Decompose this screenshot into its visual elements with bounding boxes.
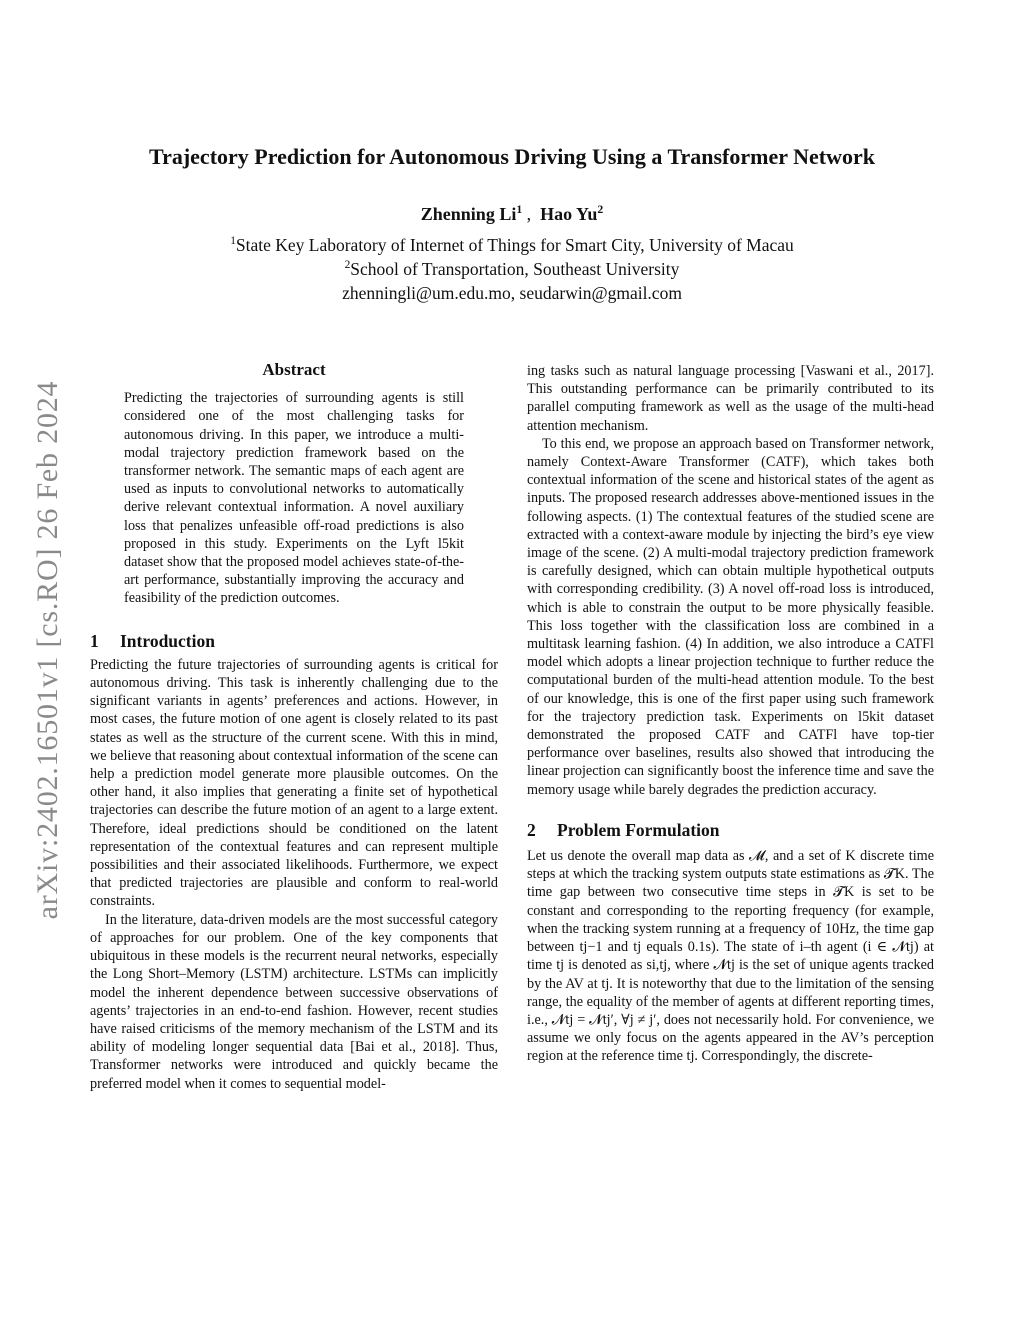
affiliation xyxy=(0,235,1024,256)
affil-mark: 1 xyxy=(230,235,236,248)
intro-paragraph-3: ing tasks such as natural language processing [Vaswani et al., 2017]. This outstanding performance can be primarily contributed to its parallel computing framework as well as the usage of the multi-head attention mechanism. xyxy=(527,363,934,434)
affil-mark: 2 xyxy=(344,259,351,272)
paper-title: Trajectory Prediction for Autonomous Driving Using a Transformer Network xyxy=(149,144,875,169)
intro-paragraph-4: To this end, we propose an approach based on Transformer network, namely Context-Aware Transformer (CATF), which takes both contextual information of the scene and historical states of the agent as inputs. The proposed research addresses above-mentioned issues in the following aspects. (1) The contextual features of the studied scene are extracted with a context-aware module by injecting the bird’s eye view image of the scene. (2) A multi-modal trajectory prediction framework is carefully designed, which can obtain multiple hypothetical outputs with corresponding credibility. (3) A novel off-road loss is introduced, which is able to constrain the output to be more physically feasible. This loss together with the classification loss are combined in a multitask learning fashion. (4) In addition, we also introduce a CATFl model which adopts a linear projection technique to further reduce the computational burden of the multi-head attention module. To the best of our knowledge, this is one of the first paper using such framework for the trajectory prediction task. Experiments on l5kit dataset demonstrated the proposed CATF and CATFl have top-tier performance over baselines, results also showed that introducing the linear projection can significantly boost the inference time and save the memory usage while barely degrades the prediction accuracy. xyxy=(527,435,934,798)
affiliation xyxy=(0,259,1024,280)
section-title: Problem Formulation xyxy=(557,819,720,840)
arxiv-id: arXiv:2402.16501v1 [cs.RO] 26 Feb 2024 xyxy=(31,380,64,920)
problem-paragraph-1: Let us denote the overall map data as 𝓜, and a set of K discrete time steps at which the tracking system outputs state estimations as 𝓣K. The time gap between two consecutive time steps in 𝓣K is set to be constant and corresponding to the reporting frequency (for example, when the tracking system running at a frequency of 10Hz, the time gap between tj−1 and tj equals 0.1s). The state of i–th agent (i ∈ 𝓝tj) at time tj is denoted as si,tj, where 𝓝tj is the set of unique agents tracked by the AV at tj. It is noteworthy that due to the limitation of the sensing range, the equality of the member of agents at different reporting times, i.e., 𝓝tj = 𝓝tj′, ∀j ≠ j′, does not necessarily hold. For convenience, we assume we only focus on the agents appeared in the AV’s perception region at the reference time tj. Correspondingly, the discrete- xyxy=(527,848,934,1065)
section-number: 1 xyxy=(90,630,99,651)
author-affil-mark: 2 xyxy=(597,203,604,216)
author-name: Zhenning Li xyxy=(420,204,517,224)
author-name: Hao Yu xyxy=(540,204,598,224)
section-title: Introduction xyxy=(120,630,215,651)
author-affil-mark: 1 xyxy=(516,203,523,216)
left-column xyxy=(90,361,498,1093)
section-heading-problem-formulation xyxy=(527,821,934,839)
intro-paragraph-2: In the literature, data-driven models are the most successful category of approaches for our problem. One of the key components that ubiquitous in these models is the recurrent neural networks, especially the Long Short–Memory (LSTM) architecture. LSTMs can implicitly model the inherent dependence between successive observations of agents’ trajectories in an end-to-end fashion. However, recent studies have raised criticisms of the memory mechanism of the LSTM and its ability of modeling longer sequential data [Bai et al., 2018]. Thus, Transformer networks were introduced and quickly became the preferred model when it comes to sequential model- xyxy=(90,911,498,1092)
abstract-heading: Abstract xyxy=(262,360,326,379)
author-separator: , xyxy=(522,204,541,224)
author-list xyxy=(0,204,1024,225)
abstract-text: Predicting the trajectories of surrounding agents is still considered one of the most challenging tasks for autonomous driving. In this paper, we introduce a multi-modal trajectory prediction framework based on the transformer network. The semantic maps of each agent are used as inputs to convolutional networks to automatically derive relevant contextual information. A novel auxiliary loss that penalizes unfeasible off-road predictions is also proposed in this study. Experiments on the Lyft l5kit dataset show that the proposed model achieves state-of-the-art performance, substantially improving the accuracy and feasibility of the prediction outcomes. xyxy=(124,390,464,607)
intro-paragraph-1: Predicting the future trajectories of surrounding agents is critical for autonomous driving. This task is inherently challenging due to the significant variants in agents’ preferences and actions. However, in most cases, the future motion of one agent is closely related to its past states as well as the structure of the current scene. With this in mind, we believe that reasoning about contextual information of the scene can help a prediction model generate more plausible outcomes. On the other hand, it also implies that generating a finite set of hypothetical trajectories can describe the future motion of an agent to a large extent. Therefore, ideal predictions should be conditioned on the latent representation of the contextual features and can represent multiple possibilities and their associated likelihoods. Furthermore, we expect that predicted trajectories are plausible and conform to real-world constraints. xyxy=(90,656,498,910)
section-number: 2 xyxy=(527,819,536,840)
section-heading-introduction xyxy=(90,632,498,650)
right-column xyxy=(527,362,934,1066)
affil-text: School of Transportation, Southeast University xyxy=(350,259,680,279)
author-emails: zhenningli@um.edu.mo, seudarwin@gmail.com xyxy=(342,283,682,303)
affil-text: State Key Laboratory of Internet of Things for Smart City, University of Macau xyxy=(235,235,794,255)
